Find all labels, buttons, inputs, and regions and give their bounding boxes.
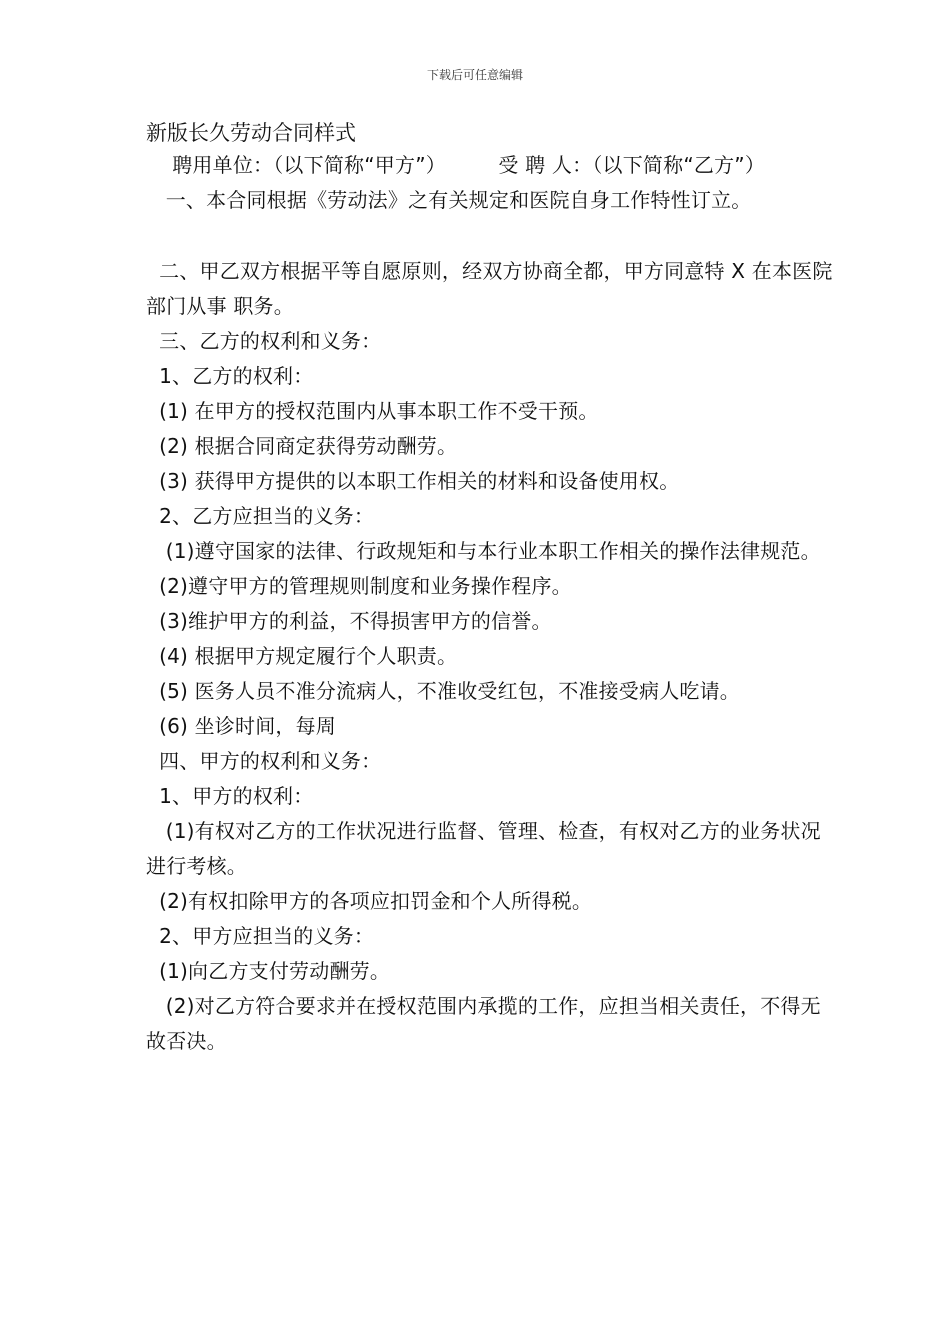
- paragraph-item: (6) 坐诊时间，每周: [146, 714, 337, 738]
- paragraph-clause-3-heading: 三、乙方的权利和义务：: [146, 329, 382, 353]
- paragraph-item: 1、乙方的权利：: [146, 364, 314, 388]
- paragraph-item: (1)向乙方支付劳动酬劳。: [146, 959, 391, 983]
- paragraph-clause-2: 二、甲乙双方根据平等自愿原则，经双方协商全都，甲方同意特 X 在本医院 部门从事 职务。: [146, 259, 840, 318]
- blank-line: [146, 218, 836, 254]
- paragraph-item: (2) 根据合同商定获得劳动酬劳。: [146, 434, 458, 458]
- paragraph-item: (1)有权对乙方的工作状况进行监督、管理、检查，有权对乙方的业务状况进行考核。: [146, 819, 821, 878]
- paragraph-item: (4) 根据甲方规定履行个人职责。: [146, 644, 458, 668]
- paragraph-item: (1)遵守国家的法律、行政规矩和与本行业本职工作相关的操作法律规范。: [146, 539, 821, 563]
- paragraph-item: 2、甲方应担当的义务：: [146, 924, 375, 948]
- paragraph-clause-4-heading: 四、甲方的权利和义务：: [146, 749, 382, 773]
- paragraph-item: 2、乙方应担当的义务：: [146, 504, 375, 528]
- paragraph-item: (1) 在甲方的授权范围内从事本职工作不受干预。: [146, 399, 599, 423]
- paragraph-item: 1、甲方的权利：: [146, 784, 314, 808]
- document-body: [146, 118, 840, 1059]
- paragraph-item: (2)遵守甲方的管理规则制度和业务操作程序。: [146, 574, 572, 598]
- document-title: 新版长久劳动合同样式: [146, 121, 356, 145]
- paragraph-clause-1: 一、本合同根据《劳动法》之有关规定和医院自身工作特性订立。: [146, 188, 752, 212]
- paragraph-item: (2)有权扣除甲方的各项应扣罚金和个人所得税。: [146, 889, 593, 913]
- paragraph-item: (3) 获得甲方提供的以本职工作相关的材料和设备使用权。: [146, 469, 680, 493]
- paragraph-item: (5) 医务人员不准分流病人，不准收受红包，不准接受病人吃请。: [146, 679, 741, 703]
- paragraph-item: (2)对乙方符合要求并在授权范围内承揽的工作，应担当相关责任，不得无故否决。: [146, 994, 821, 1053]
- page-header: 下载后可任意编辑: [426, 68, 523, 82]
- paragraph-parties: 聘用单位：（以下简称“甲方”） 受 聘 人：（以下简称“乙方”）: [146, 153, 766, 177]
- paragraph-item: (3)维护甲方的利益，不得损害甲方的信誉。: [146, 609, 552, 633]
